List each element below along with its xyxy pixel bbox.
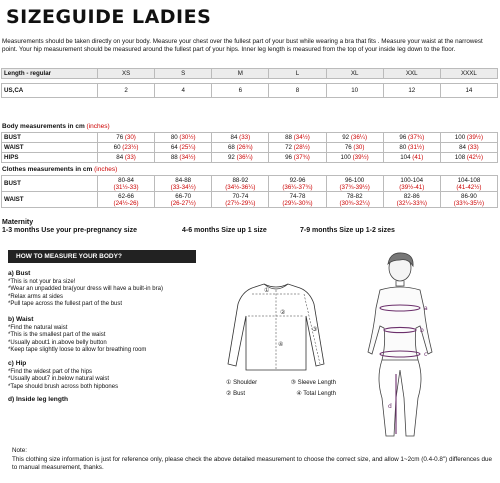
how-section-bust <box>8 270 163 309</box>
measurement-cell: 80-84 (31½-33) <box>98 176 155 192</box>
size-cell: XXXL <box>440 69 497 79</box>
legend-item: ④ Total Length <box>296 390 336 397</box>
legend-item: ③ Sleeve Length <box>290 380 336 386</box>
legend-item: ② Bust <box>226 390 246 397</box>
us-size-row <box>2 84 498 98</box>
measurement-row <box>2 153 498 163</box>
maternity-item: 1-3 months Use your pre-pregnancy size <box>2 227 137 234</box>
measurement-cell: 96 (37¾) <box>269 153 326 163</box>
clothes-unit-note: (inches) <box>94 166 118 173</box>
how-line: *Relax arms at sides <box>8 293 64 300</box>
how-section-waist <box>8 316 146 355</box>
how-section-title: d) Inside leg length <box>8 396 69 403</box>
sweater-diagram <box>224 276 328 376</box>
how-section-hip <box>8 360 118 391</box>
how-section-inside-leg <box>8 396 68 405</box>
how-section-title: c) Hip <box>8 360 27 367</box>
body-unit-note: (inches) <box>86 123 110 130</box>
measurement-cell: 84 (33) <box>98 153 155 163</box>
measurement-cell: 88 (34½) <box>155 153 212 163</box>
measurement-cell: 82-86 (32¼-33¾) <box>383 192 440 208</box>
measurement-row <box>2 133 498 143</box>
measurement-cell: 96 (37¾) <box>383 133 440 143</box>
row-label: WAIST <box>2 143 98 153</box>
measurement-cell: 64 (25¼) <box>155 143 212 153</box>
legend-item: ① Shoulder <box>226 380 258 386</box>
size-cell: XXL <box>383 69 440 79</box>
measurement-cell: 84 (33) <box>212 133 269 143</box>
size-cell: XS <box>98 69 155 79</box>
size-header-row <box>2 69 498 79</box>
measurement-cell: 80 (31½) <box>383 143 440 153</box>
measurement-cell: 92 (36¼) <box>212 153 269 163</box>
how-line: *Wear an unpadded bra(your dress will have a built-in bra) <box>8 286 163 292</box>
legend-row <box>226 380 336 388</box>
measurement-cell: 104 (41) <box>383 153 440 163</box>
svg-text:a: a <box>424 305 428 312</box>
measurement-cell: 84 (33) <box>440 143 497 153</box>
measurement-row <box>2 192 498 208</box>
how-section-title: b) Waist <box>8 316 34 323</box>
row-label: WAIST <box>2 192 98 208</box>
note-block <box>12 447 492 473</box>
svg-text:④: ④ <box>278 341 284 348</box>
maternity-item: 4-6 months Size up 1 size <box>182 227 267 234</box>
clothes-measurements-table <box>1 175 498 208</box>
us-size-cell: 10 <box>326 84 383 98</box>
measurement-cell: 72 (28½) <box>269 143 326 153</box>
us-size-cell: 6 <box>212 84 269 98</box>
measurement-cell: 76 (30) <box>326 143 383 153</box>
how-line: *Keep tape slightly loose to allow for breathing room <box>8 347 147 353</box>
row-label: BUST <box>2 176 98 192</box>
measurement-cell: 70-74 (27½-29¼) <box>212 192 269 208</box>
how-line: *Usually about7 in.below natural waist <box>8 376 110 382</box>
svg-text:c: c <box>424 351 428 358</box>
intro-text: Measurements should be taken directly on your body. Measure your chest over the fullest part of your bust while wearing a bra that fits . Measure your waist at the narrowest point. Your hip measurement should be measured around the fullest part of your hips. Inner leg length is measured from the top of your inside leg down to the floor. <box>2 38 483 54</box>
measurement-cell: 84-88 (33-34½) <box>155 176 212 192</box>
body-section-label: Body measurements in cm <box>2 123 85 130</box>
how-line: *Find the widest part of the hips <box>8 368 93 375</box>
how-line: *This is the smallest part of the waist <box>8 332 106 338</box>
us-size-cell: 12 <box>383 84 440 98</box>
measurement-cell: 86-90 (33¾-35½) <box>440 192 497 208</box>
us-size-cell: 2 <box>98 84 155 98</box>
page-title: SIZEGUIDE LADIES <box>6 6 212 28</box>
how-line: *Tape should brush across both hipbones <box>8 383 119 390</box>
body-figure-illustration <box>330 248 480 444</box>
row-label: BUST <box>2 133 98 143</box>
measurement-cell: 100 (39½) <box>326 153 383 163</box>
how-line: *This is not your bra size! <box>8 278 76 285</box>
us-label: US,CA <box>2 84 98 98</box>
size-cell: L <box>269 69 326 79</box>
measurement-cell: 68 (26¾) <box>212 143 269 153</box>
us-size-cell: 14 <box>440 84 497 98</box>
row-label: HIPS <box>2 153 98 163</box>
measurement-cell: 80 (30½) <box>155 133 212 143</box>
size-header-label: Length - regular <box>2 69 98 79</box>
maternity-title: Maternity <box>2 219 34 226</box>
clothes-section-label: Clothes measurements in cm <box>2 166 93 173</box>
measurement-cell: 62-66 (24½-26) <box>98 192 155 208</box>
measurement-cell: 78-82 (30¾-32¼) <box>326 192 383 208</box>
maternity-item: 7-9 months Size up 1-2 sizes <box>300 227 395 234</box>
measurement-cell: 76 (30) <box>98 133 155 143</box>
size-cell: M <box>212 69 269 79</box>
measurement-row <box>2 176 498 192</box>
size-cell: XL <box>326 69 383 79</box>
note-text: This clothing size information is just for reference only, please check the above detailed measurement to choose the correct size, and allow 1~2cm (0.4-0.8") differences due to manual measurement, thanks. <box>12 455 492 472</box>
measurement-cell: 60 (23½) <box>98 143 155 153</box>
measurement-cell: 108 (42½) <box>440 153 497 163</box>
how-section-title: a) Bust <box>8 270 31 277</box>
measurement-cell: 100 (39½) <box>440 133 497 143</box>
body-measurements-table <box>1 132 498 163</box>
svg-text:b: b <box>420 327 424 334</box>
svg-text:①: ① <box>264 287 270 294</box>
how-line: *Find the natural waist <box>8 324 68 331</box>
measurement-cell: 100-104 (39½-41) <box>383 176 440 192</box>
svg-text:d: d <box>388 403 392 410</box>
measurement-cell: 66-70 (26-27½) <box>155 192 212 208</box>
clothes-section-title <box>2 166 117 173</box>
measurement-row <box>2 143 498 153</box>
measurement-cell: 92-96 (36¼-37¾) <box>269 176 326 192</box>
diagram-legend <box>226 380 336 398</box>
measurement-cell: 74-78 (29¼-30¾) <box>269 192 326 208</box>
how-line: *Usually about1 in.above belly button <box>8 339 107 346</box>
svg-text:③: ③ <box>312 326 318 333</box>
us-size-cell: 4 <box>155 84 212 98</box>
measurement-cell: 104-108 (41-42½) <box>440 176 497 192</box>
how-line: *Pull tape across the fullest part of the bust <box>8 301 123 307</box>
us-size-cell: 8 <box>269 84 326 98</box>
measurement-cell: 88-92 (34½-36¼) <box>212 176 269 192</box>
how-to-header: HOW TO MEASURE YOUR BODY? <box>8 250 196 263</box>
size-cell: S <box>155 69 212 79</box>
body-section-title <box>2 123 110 130</box>
size-table <box>1 68 498 98</box>
svg-text:②: ② <box>280 309 286 316</box>
note-title: Note: <box>12 447 28 454</box>
measurement-cell: 96-100 (37¾-39½) <box>326 176 383 192</box>
legend-row <box>226 391 336 399</box>
measurement-cell: 88 (34½) <box>269 133 326 143</box>
measurement-cell: 92 (36¼) <box>326 133 383 143</box>
